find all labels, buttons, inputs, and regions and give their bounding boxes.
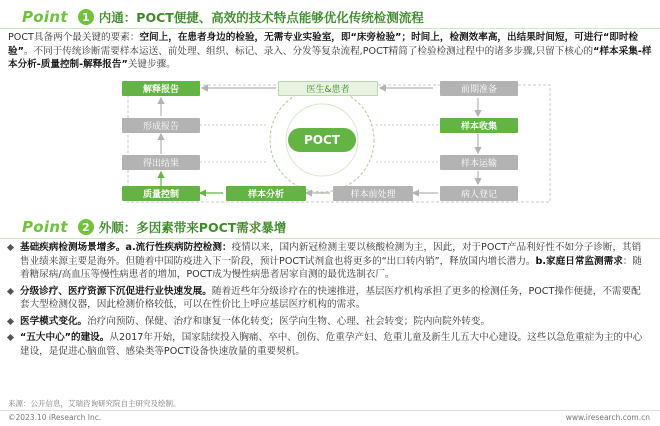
bullet-text-bold: 医学模式变化。 <box>20 315 88 327</box>
section1-title: 内通：POCT便捷、高效的技术特点能够优化传统检测流程 <box>98 10 424 25</box>
box-preparation: 前期准备 <box>440 81 518 96</box>
point-label: Point <box>22 8 68 26</box>
poct-flow-diagram <box>0 0 660 210</box>
box-get-result: 得出结果 <box>122 155 200 170</box>
section2-title: 外顺：多因素带来POCT需求暴增 <box>98 220 287 235</box>
bullet-marker <box>7 244 14 251</box>
section-number-badge: 1 <box>78 9 94 25</box>
bullet-marker <box>7 287 14 294</box>
section2-header <box>0 216 286 238</box>
divider <box>0 238 660 239</box>
bullet-text: 从2017年开始，国家陆续投入胸痛、卒中、创伤、危重孕产妇、危重儿童及新生儿五大中心建设。这些以急危重症为主的中心建设，是促进心脑血管、感染类等POCT设备快速放量的重要契机。 <box>20 332 643 357</box>
bullet-item <box>8 285 648 312</box>
bullet-text-bold: 基础疾病检测场景增多。a.流行性疾病防控检测： <box>20 242 232 253</box>
para-part: 。不同于传统诊断需要样本运送、前处理、组织、标记、录入、分发等复杂流程,POCT精简了检验检测过程中的诸多步骤,只留下核心的 <box>23 45 594 57</box>
bullet-item <box>8 241 648 282</box>
box-sample-collect: 样本收集 <box>440 118 518 133</box>
para-part: POCT具备两个最关键的要素： <box>8 32 140 43</box>
box-report: 解释报告 <box>122 81 200 96</box>
bullet-item <box>8 331 648 358</box>
box-sample-analysis: 样本分析 <box>226 186 306 201</box>
poct-center-badge: POCT <box>288 128 356 152</box>
bullet-text: 治疗向预防、保健、治疗和康复一体化转变；医学向生物、心理、社会转变；院内向院外转变。 <box>87 315 491 327</box>
bullet-text-bold: “五大中心”的建设。 <box>20 332 110 343</box>
box-form-report: 形成报告 <box>122 118 200 133</box>
para-part: 关键步骤。 <box>127 59 176 70</box>
bullet-marker <box>7 317 14 324</box>
source-note: 来源：公开信息，艾瑞咨询研究院自主研究及绘制。 <box>8 399 181 408</box>
point-label: Point <box>22 218 68 236</box>
bullet-text: 随着近些年分级诊疗在的快速推进，基层医疗机构承担了更多的检测任务，POCT操作便捷，不需要配套大型检测仪器，因此检测价格较低，可以在性价比上呼应基层医疗机构的需求。 <box>20 285 641 310</box>
box-sample-transport: 样本运输 <box>440 155 518 170</box>
bullet-item <box>8 315 648 329</box>
para-part-bold: “样本采集-样本分析-质量控制-解释报告” <box>8 45 652 70</box>
box-quality-control: 质量控制 <box>122 186 200 201</box>
box-patient-registration: 病人登记 <box>440 186 518 201</box>
section2-bullets <box>8 241 648 358</box>
website-link: www.iresearch.com.cn <box>565 413 650 422</box>
bullet-marker <box>7 334 14 341</box>
box-pre-process: 样本前处理 <box>333 186 413 201</box>
section-number-badge: 2 <box>78 219 94 235</box>
box-doctor-patient: 医生&患者 <box>278 81 378 96</box>
bullet-text-bold: 分级诊疗、医疗资源下沉促进行业快速发展。 <box>20 285 212 297</box>
bullet-text-bold: b.家庭日常监测需求 <box>535 255 623 267</box>
bullet-text: 疫情以来，国内新冠检测主要以核酸检测为主，因此，对于POCT产品利好性不如分子诊断，其销售业绩来源主要是海外。但随着中国防疫进入下一阶段，预计POCT试剂盒也将更多的“出口转内销”，释放国内增长潜力。 <box>20 242 642 267</box>
flow-connectors <box>0 0 660 210</box>
bullet-text: ：随着糖尿病/高血压等慢性病患者的增加，POCT成为慢性病患者居家自测的最优选制衣厂。 <box>20 255 642 280</box>
copyright: ©2023.10 iResearch Inc. <box>8 413 102 422</box>
footer-divider <box>0 410 660 411</box>
para-part-bold: 空间上，在患者身边的检验，无需专业实验室，即“床旁检验”；时间上，检测效率高，出结果时间短，可进行“即时检验” <box>8 32 639 57</box>
